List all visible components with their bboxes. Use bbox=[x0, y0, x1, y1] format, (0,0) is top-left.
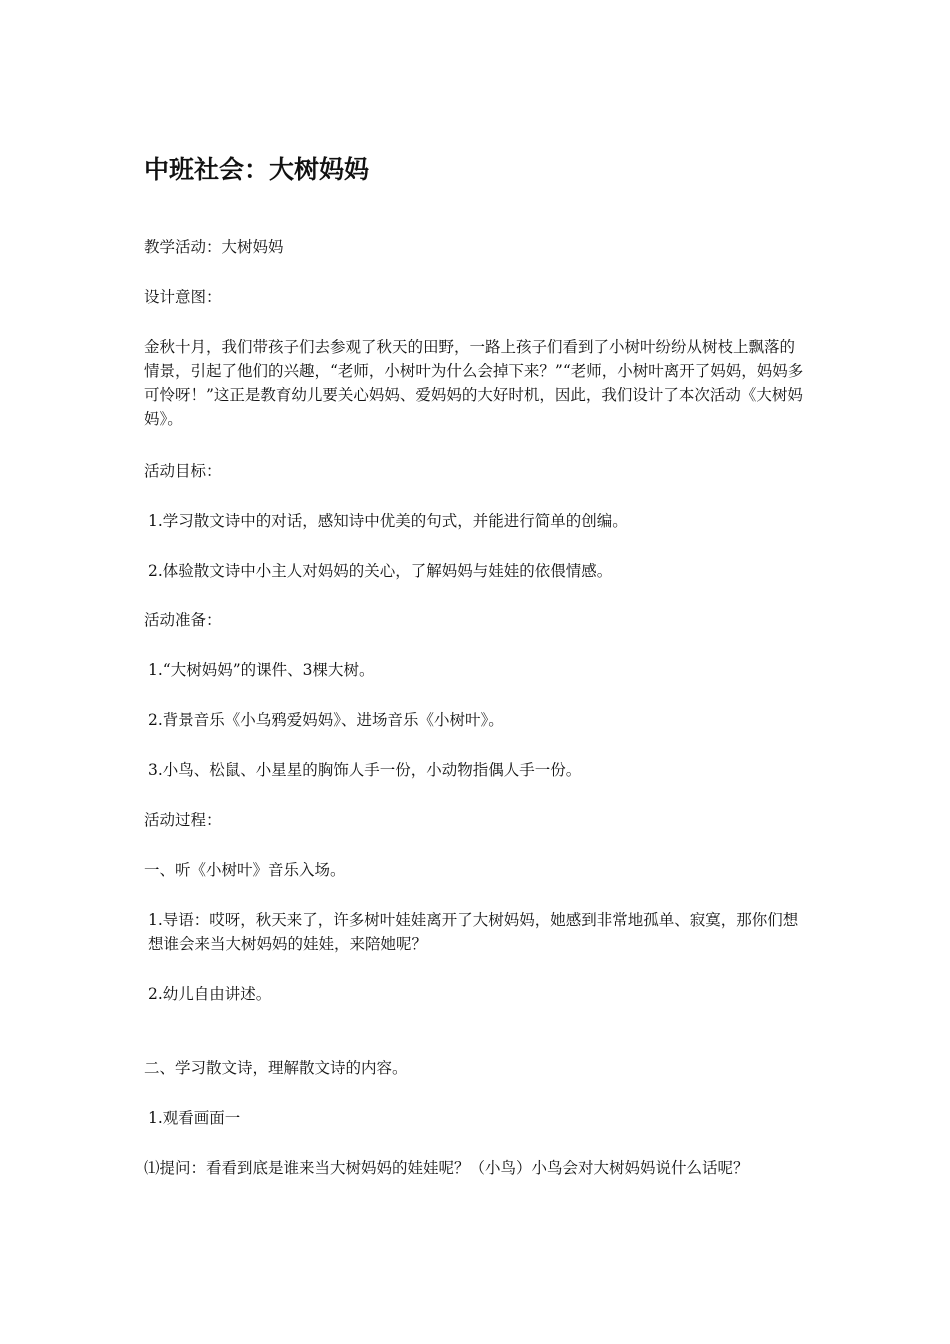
document-title: 中班社会：大树妈妈 bbox=[144, 155, 370, 184]
goals-heading: 活动目标： bbox=[144, 462, 222, 480]
prep-item: 1.“大树妈妈”的课件、3棵大树。 bbox=[148, 661, 375, 679]
prep-heading: 活动准备： bbox=[144, 611, 222, 629]
goal-item: 1.学习散文诗中的对话，感知诗中优美的句式，并能进行简单的创编。 bbox=[148, 512, 628, 530]
design-paragraph: 金秋十月，我们带孩子们去参观了秋天的田野，一路上孩子们看到了小树叶纷纷从树枝上飘落的情景，引起了他们的兴趣，“老师，小树叶为什么会掉下来？”“老师，小树叶离开了妈妈，妈妈多可怜呀！”这正是教育幼儿要关心妈妈、爱妈妈的大好时机，因此，我们设计了本次活动《大树妈妈》。 bbox=[144, 338, 804, 428]
step-one-heading: 一、听《小树叶》音乐入场。 bbox=[144, 861, 346, 879]
process-heading: 活动过程： bbox=[144, 811, 222, 829]
step-one-item: 2.幼儿自由讲述。 bbox=[148, 985, 272, 1003]
design-heading: 设计意图： bbox=[144, 288, 222, 306]
activity-name: 教学活动：大树妈妈 bbox=[144, 238, 284, 256]
step-two-item: 1.观看画面一 bbox=[148, 1109, 241, 1127]
step-one-item: 1.导语：哎呀，秋天来了，许多树叶娃娃离开了大树妈妈，她感到非常地孤单、寂寞，那你们想想谁会来当大树妈妈的娃娃，来陪她呢？ bbox=[148, 911, 799, 953]
goal-item: 2.体验散文诗中小主人对妈妈的关心，了解妈妈与娃娃的依偎情感。 bbox=[148, 562, 613, 580]
prep-item: 2.背景音乐《小乌鸦爱妈妈》、进场音乐《小树叶》。 bbox=[148, 711, 504, 729]
step-two-item: ⑴提问：看看到底是谁来当大树妈妈的娃娃呢？（小鸟）小鸟会对大树妈妈说什么话呢？ bbox=[144, 1159, 749, 1177]
prep-item: 3.小鸟、松鼠、小星星的胸饰人手一份，小动物指偶人手一份。 bbox=[148, 761, 582, 779]
step-two-heading: 二、学习散文诗，理解散文诗的内容。 bbox=[144, 1059, 408, 1077]
